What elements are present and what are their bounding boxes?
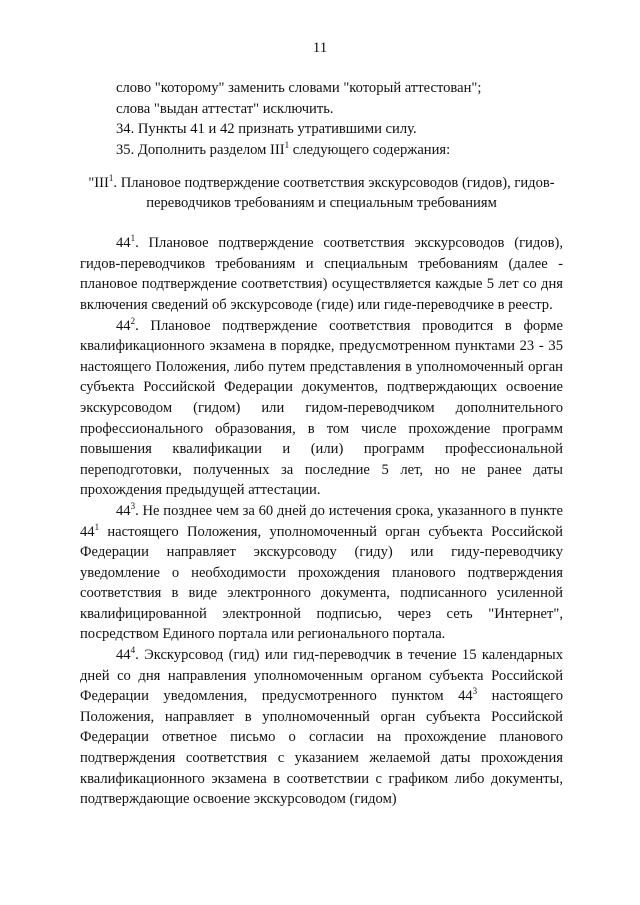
intro-line-1: слово "которому" заменить словами "который аттестован";: [116, 80, 482, 96]
paragraph-44-1: $44^1$. Плановое подтверждение соответствия экскурсоводов (гидов), гидов-переводчиков требованиям и специальным требованиям (далее - плановое подтверждение соответствия) осуществляется каждые 5 лет со дня включения сведений об экскурсоводе (гиде) или гиде-переводчике в реестр.: [80, 233, 563, 313]
spacer: [80, 213, 563, 233]
item-34: 34. Пункты 41 и 42 признать утратившими силу.: [116, 121, 417, 138]
document-body: [80, 78, 563, 810]
intro-line-2: слова "выдан аттестат" исключить.: [116, 100, 334, 117]
item-35: 35. Дополнить разделом III$^1$ следующего содержания:: [116, 139, 451, 158]
paragraph-44-2: $44^2$. Плановое подтверждение соответствия проводится в форме квалификационного экзамена в порядке, предусмотренном пунктами 23 - 35 настоящего Положения, либо путем представления в уполномоченный орган субъекта Российской Федерации документов, подтверждающих освоение экскурсоводом (гидом) или гидом-переводчиком дополнительного профессионального образования, в том числе прохождение программ повышения квалификации и (или) программ профессиональной переподготовки, полученных за последние 5 лет, но не ранее даты прохождения предыдущей аттестации.: [80, 315, 563, 499]
page-number: 11: [312, 40, 328, 56]
section-heading: "III$^1$. Плановое подтверждение соответствия экскурсоводов (гидов), гидов-переводчиков требованиям и специальным требованиям: [88, 173, 555, 211]
paragraph-44-3: $44^3$. Не позднее чем за 60 дней до истечения срока, указанного в пункте $44^1$ настоящего Положения, уполномоченный орган субъекта Российской Федерации направляет экскурсоводу (гиду) или гиду-переводчику уведомление о необходимости прохождения планового подтверждения соответствия в виде электронного документа, подписанного усиленной квалифицированной электронной подписью, через сеть "Интернет", посредством Единого портала или регионального портала.: [80, 500, 563, 643]
paragraph-44-4: $44^4$. Экскурсовод (гид) или гид-переводчик в течение 15 календарных дней со дня направления уполномоченным органом субъекта Российской Федерации уведомления, предусмотренного пунктом $44^3$ настоящего Положения, направляет в уполномоченный орган субъекта Российской Федерации ответное письмо о согласии на прохождение планового подтверждения соответствия с указанием желаемой даты прохождения квалификационного экзамена в соответствии с графиком либо документы, подтверждающие освоение экскурсоводом (гидом): [80, 645, 563, 808]
